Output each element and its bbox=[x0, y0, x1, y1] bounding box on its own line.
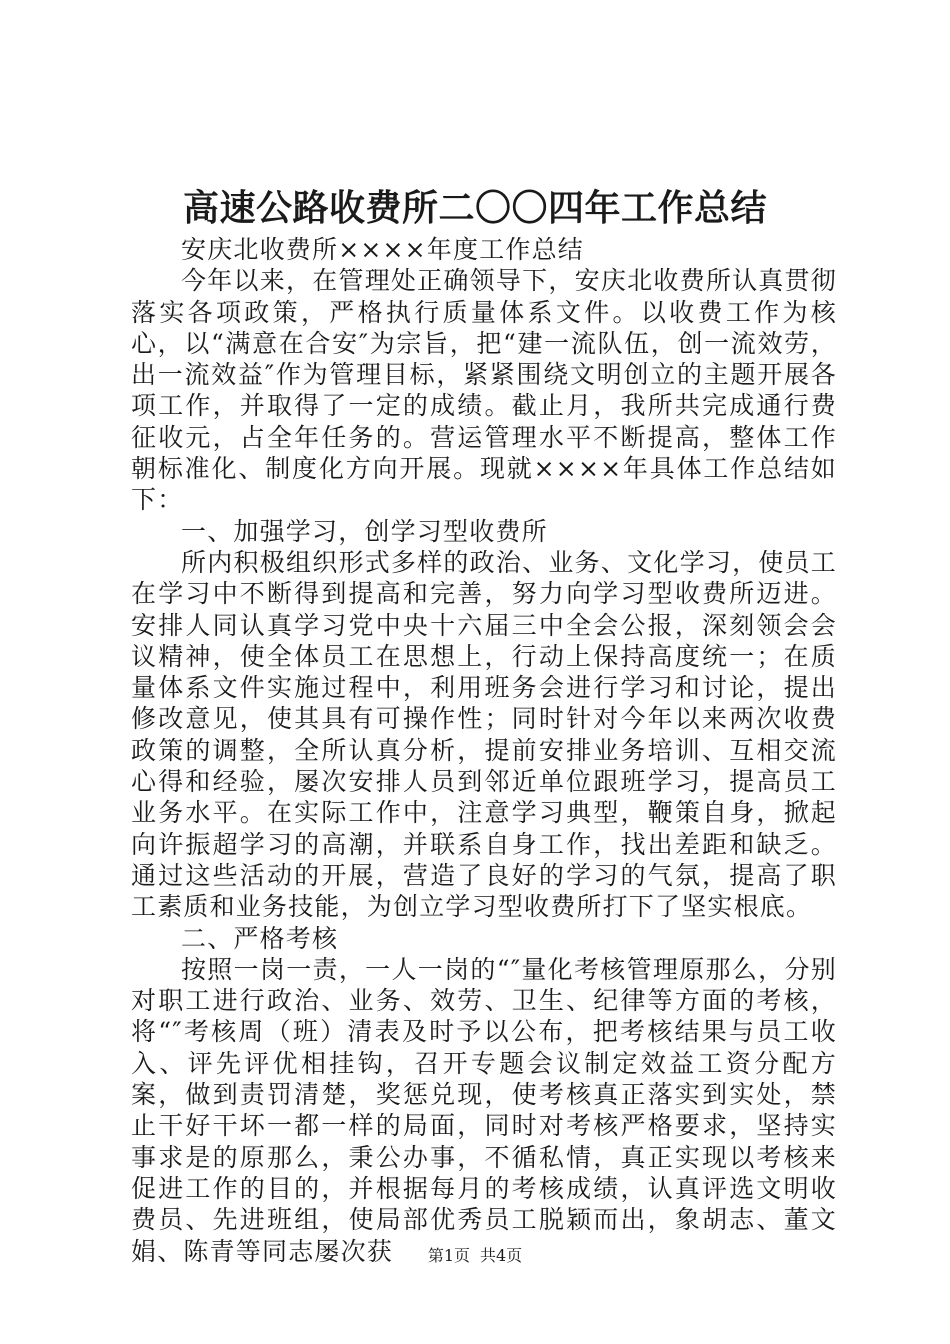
section-1-paragraph: 所内积极组织形式多样的政治、业务、文化学习，使员工在学习中不断得到提高和完善，努力向学习型收费所迈进。安排人同认真学习党中央十六届三中全会公报，深刻领会会议精神，使全体员工在思想上，行动上保持高度统一；在质量体系文件实施过程中，利用班务会进行学习和讨论，提出修改意见，使其具有可操作性；同时针对今年以来两次收费政策的调整，全所认真分析，提前安排业务培训、互相交流心得和经验，屡次安排人员到邻近单位跟班学习，提高员工业务水平。在实际工作中，注意学习典型，鞭策自身，掀起向许振超学习的高潮，并联系自身工作，找出差距和缺乏。通过这些活动的开展，营造了良好的学习的气氛，提高了职工素质和业务技能，为创立学习型收费所打下了坚实根底。 bbox=[131, 547, 837, 922]
document-body bbox=[131, 234, 837, 1267]
document-title: 高速公路收费所二〇〇四年工作总结 bbox=[182, 187, 767, 229]
page-total: 共4页 bbox=[480, 1246, 523, 1265]
page-footer bbox=[0, 1245, 950, 1267]
subtitle-paragraph: 安庆北收费所××××年度工作总结 bbox=[181, 235, 584, 264]
page-number: 第1页 bbox=[427, 1246, 470, 1265]
intro-paragraph: 今年以来，在管理处正确领导下，安庆北收费所认真贯彻落实各项政策，严格执行质量体系文件。以收费工作为核心，以“满意在合安″为宗旨，把“建一流队伍，创一流效劳，出一流效益″作为管理目标，紧紧围绕文明创立的主题开展各项工作，并取得了一定的成绩。截止月，我所共完成通行费征收元，占全年任务的。营运管理水平不断提高，整体工作朝标准化、制度化方向开展。现就××××年具体工作总结如下： bbox=[131, 266, 837, 515]
section-heading-1: 一、加强学习，创学习型收费所 bbox=[181, 516, 548, 546]
section-2-paragraph: 按照一岗一责，一人一岗的“″量化考核管理原那么，分别对职工进行政治、业务、效劳、卫生、纪律等方面的考核，将“″考核周（班）清表及时予以公布，把考核结果与员工收入、评先评优相挂钩，召开专题会议制定效益工资分配方案，做到责罚清楚，奖惩兑现，使考核真正落实到实处，禁止干好干坏一都一样的局面，同时对考核严格要求，坚持实事求是的原那么，秉公办事，不循私情，真正实现以考核来促进工作的目的，并根据每月的考核成绩，认真评选文明收费员、先进班组，使局部优秀员工脱颖而出，象胡志、董文娟、陈青等同志屡次获 bbox=[131, 954, 837, 1266]
section-heading-2: 二、严格考核 bbox=[181, 923, 339, 953]
